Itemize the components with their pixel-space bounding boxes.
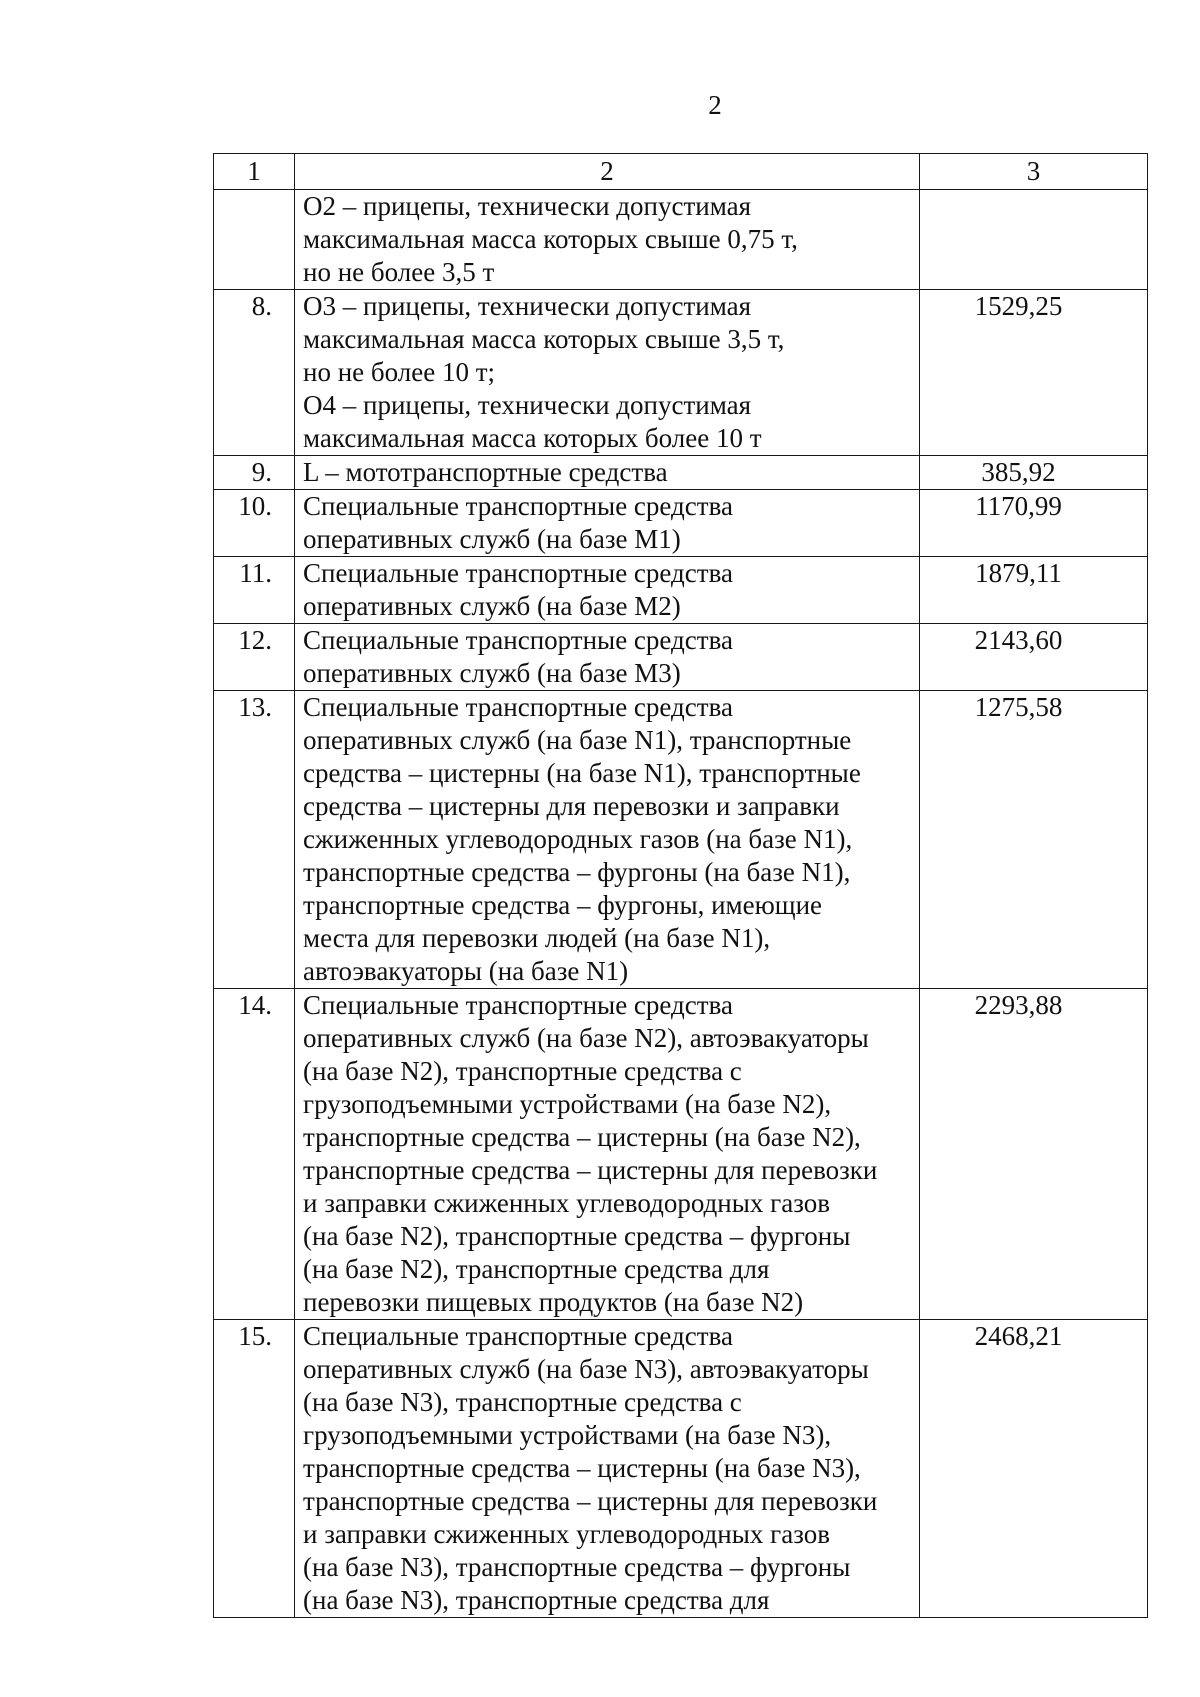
tariff-table [213,153,1148,1618]
category-text-line: и заправки сжиженных углеводородных газов [303,1519,830,1549]
header-cell-3: 3 [920,154,1148,190]
vehicle-category-cell [295,490,920,557]
row-number-cell: 13. [214,691,295,989]
amount-cell: 385,92 [920,456,1148,490]
category-text-line: места для перевозки людей (на базе N1), [303,923,771,953]
category-text-line: (на базе N3), транспортные средства с [303,1387,742,1417]
category-text-line: транспортные средства – цистерны (на базе N3), [303,1453,861,1483]
row-number-cell: 8. [214,290,295,456]
row-number-cell: 14. [214,989,295,1320]
vehicle-category-cell [295,1320,920,1618]
amount-cell [920,190,1148,290]
table-body [214,154,1148,1618]
category-text-line: транспортные средства – цистерны для перевозки [303,1486,878,1516]
page-number: 2 [708,90,722,120]
table-row [214,989,1148,1320]
category-text-line: средства – цистерны для перевозки и заправки [303,791,840,821]
category-text-line: Специальные транспортные средства [303,558,733,588]
vehicle-category-cell [295,989,920,1320]
category-text-line: максимальная масса которых свыше 0,75 т, [303,224,798,254]
category-text-line: оперативных служб (на базе М1) [303,524,681,554]
row-number-cell: 11. [214,557,295,624]
table-row [214,456,1148,490]
vehicle-category-cell [295,557,920,624]
table-row [214,1320,1148,1618]
category-text-line: Специальные транспортные средства [303,692,733,722]
row-number-cell: 10. [214,490,295,557]
category-text-line: О4 – прицепы, технически допустимая [303,390,752,420]
category-text-line: (на базе N2), транспортные средства для [303,1254,770,1284]
category-text-line: автоэвакуаторы (на базе N1) [303,956,629,986]
category-text-line: Специальные транспортные средства [303,990,733,1020]
amount-cell: 1170,99 [920,490,1148,557]
category-text-line: транспортные средства – фургоны, имеющие [303,890,822,920]
table-row [214,190,1148,290]
category-text-line: транспортные средства – фургоны (на базе N1), [303,857,851,887]
category-text-line: грузоподъемными устройствами (на базе N2), [303,1089,832,1119]
row-number-cell: 9. [214,456,295,490]
table-row [214,557,1148,624]
category-text-line: средства – цистерны (на базе N1), транспортные [303,758,861,788]
category-text-line: оперативных служб (на базе М2) [303,591,681,621]
table-header-row [214,154,1148,190]
category-text-line: оперативных служб (на базе М3) [303,658,681,688]
category-text-line: и заправки сжиженных углеводородных газов [303,1188,830,1218]
amount-cell: 1879,11 [920,557,1148,624]
category-text-line: L – мототранспортные средства [303,457,668,487]
amount-cell: 2143,60 [920,624,1148,691]
category-text-line: О2 – прицепы, технически допустимая [303,191,752,221]
category-text-line: грузоподъемными устройствами (на базе N3), [303,1420,832,1450]
table-row [214,691,1148,989]
category-text-line: (на базе N2), транспортные средства с [303,1056,742,1086]
category-text-line: Специальные транспортные средства [303,1321,733,1351]
category-text-line: сжиженных углеводородных газов (на базе N1), [303,824,853,854]
category-text-line: максимальная масса которых свыше 3,5 т, [303,324,785,354]
row-number-cell: 12. [214,624,295,691]
header-cell-2: 2 [295,154,920,190]
row-number-cell [214,190,295,290]
category-text-line: Специальные транспортные средства [303,625,733,655]
category-text-line: оперативных служб (на базе N1), транспортные [303,725,852,755]
vehicle-category-cell [295,691,920,989]
vehicle-category-cell [295,290,920,456]
category-text-line: оперативных служб (на базе N2), автоэвакуаторы [303,1023,869,1053]
header-cell-1: 1 [214,154,295,190]
table-row [214,290,1148,456]
category-text-line: Специальные транспортные средства [303,491,733,521]
category-text-line: максимальная масса которых более 10 т [303,423,762,453]
amount-cell: 2293,88 [920,989,1148,1320]
category-text-line: оперативных служб (на базе N3), автоэвакуаторы [303,1354,869,1384]
amount-cell: 1529,25 [920,290,1148,456]
amount-cell: 2468,21 [920,1320,1148,1618]
category-text-line: О3 – прицепы, технически допустимая [303,291,752,321]
amount-cell: 1275,58 [920,691,1148,989]
vehicle-category-cell [295,456,920,490]
category-text-line: (на базе N2), транспортные средства – фургоны [303,1221,851,1251]
table-row [214,490,1148,557]
table-row [214,624,1148,691]
category-text-line: транспортные средства – цистерны (на базе N2), [303,1122,861,1152]
row-number-cell: 15. [214,1320,295,1618]
category-text-line: (на базе N3), транспортные средства – фургоны [303,1552,851,1582]
category-text-line: перевозки пищевых продуктов (на базе N2) [303,1287,804,1317]
vehicle-category-cell [295,624,920,691]
category-text-line: транспортные средства – цистерны для перевозки [303,1155,878,1185]
category-text-line: но не более 10 т; [303,357,496,387]
category-text-line: (на базе N3), транспортные средства для [303,1585,770,1615]
category-text-line: но не более 3,5 т [303,257,495,287]
vehicle-category-cell [295,190,920,290]
